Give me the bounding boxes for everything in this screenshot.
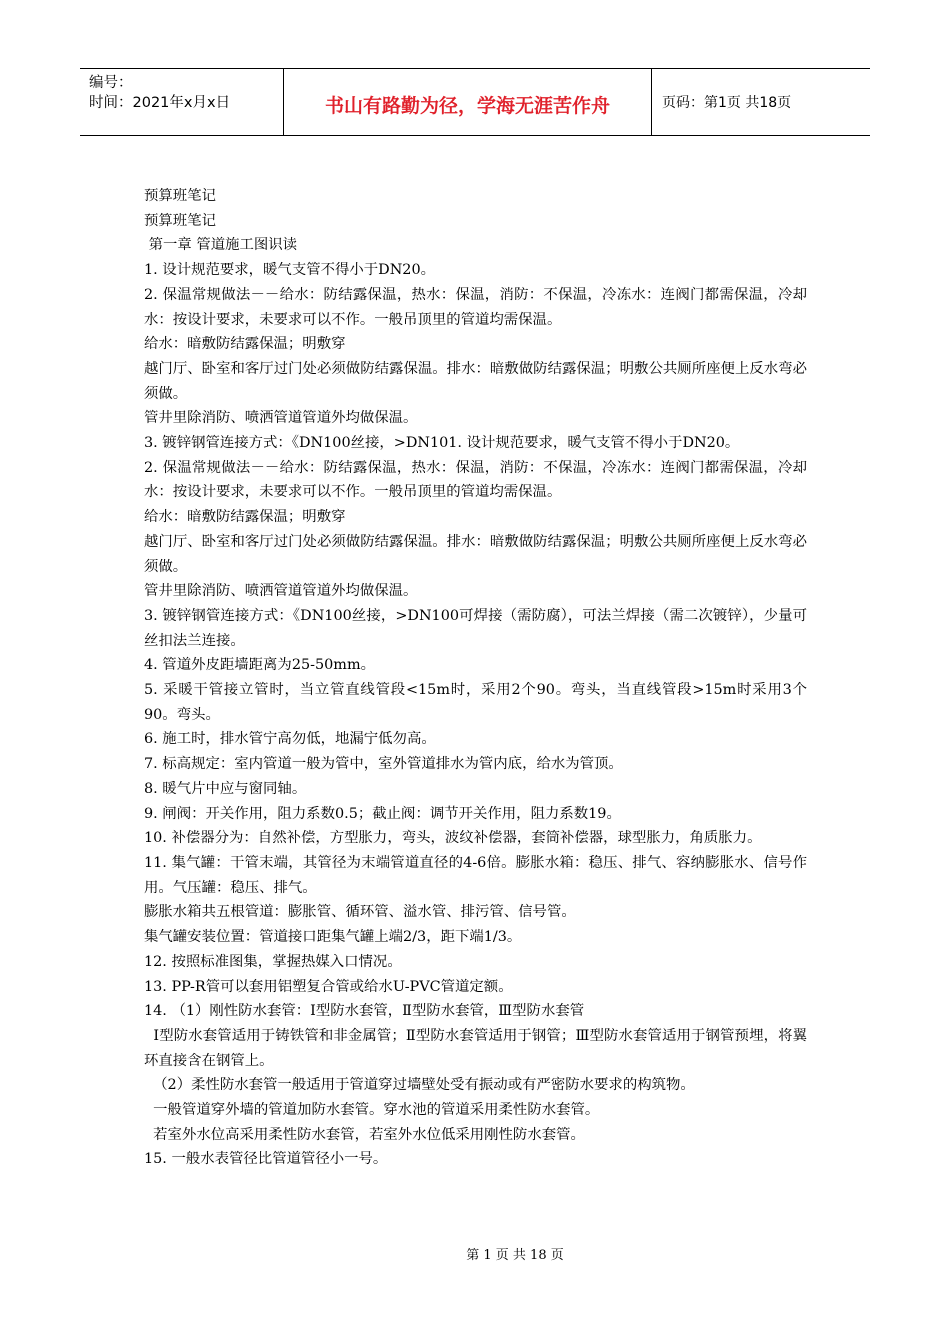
- document-date-label: 时间：2021年x月x日: [89, 95, 231, 111]
- body-paragraph: 9. 闸阀：开关作用，阻力系数0.5；截止阀：调节开关作用，阻力系数19。: [144, 805, 621, 822]
- body-paragraph: 5. 采暖干管接立管时，当立管直线管段<15m时，采用2个90。弯头，当直线管段>15m时采用3个90。弯头。: [144, 682, 807, 723]
- body-paragraph: 14. （1）刚性防水套管：Ⅰ型防水套管，Ⅱ型防水套管，Ⅲ型防水套管: [144, 1003, 585, 1020]
- body-paragraph: 管井里除消防、喷洒管道管道外均做保温。: [144, 583, 418, 600]
- header-info-cell: [80, 69, 284, 135]
- body-paragraph: 若室外水位高采用柔性防水套管，若室外水位低采用刚性防水套管。: [144, 1126, 585, 1143]
- body-paragraph: 11. 集气罐：干管末端，其管径为末端管道直径的4-6倍。膨胀水箱：稳压、排气、容纳膨胀水、信号作用。气压罐：稳压、排气。: [144, 854, 807, 896]
- body-paragraph: 3. 镀锌钢管连接方式：《DN100丝接，>DN100可焊接（需防腐），可法兰焊接（需二次镀锌），少量可丝扣法兰连接。: [144, 607, 807, 649]
- body-paragraph: 2. 保温常规做法－－给水：防结露保温，热水：保温，消防：不保温，冷冻水：连阀门都需保温，冷却水：按设计要求，未要求可以不作。一般吊顶里的管道均需保温。: [144, 459, 807, 501]
- body-paragraph: 10. 补偿器分为：自然补偿，方型胀力，弯头，波纹补偿器，套筒补偿器，球型胀力，角质胀力。: [144, 830, 762, 847]
- body-paragraph: 第一章 管道施工图识读: [144, 237, 298, 254]
- body-paragraph: 一般管道穿外墙的管道加防水套管。穿水池的管道采用柔性防水套管。: [144, 1102, 600, 1119]
- body-paragraph: 给水：暗敷防结露保温；明敷穿: [144, 509, 346, 526]
- body-paragraph: 集气罐安装位置：管道接口距集气罐上端2/3，距下端1/3。: [144, 929, 522, 946]
- page-header: [80, 68, 870, 136]
- body-paragraph: 12. 按照标准图集，掌握热媒入口情况。: [144, 953, 402, 970]
- header-motto: 书山有路勤为径，学海无涯苦作舟: [324, 94, 610, 117]
- header-motto-cell: [284, 69, 652, 135]
- header-page-label: 页码：第1页 共18页: [662, 95, 792, 111]
- body-paragraph: 6. 施工时，排水管宁高勿低，地漏宁低勿高。: [144, 731, 436, 748]
- footer-page-number: 第 1 页 共 18 页: [466, 1248, 564, 1263]
- page-footer: [0, 1244, 950, 1263]
- document-body: [144, 184, 807, 1172]
- body-paragraph: 越门厅、卧室和客厅过门处必须做防结露保温。排水：暗敷做防结露保温；明敷公共厕所座便上反水弯必须做。: [144, 360, 807, 402]
- body-paragraph: 1. 设计规范要求，暖气支管不得小于DN20。: [144, 262, 435, 279]
- body-paragraph: 给水：暗敷防结露保温；明敷穿: [144, 336, 346, 353]
- body-paragraph: 15. 一般水表管径比管道管径小一号。: [144, 1151, 388, 1168]
- body-paragraph: 3. 镀锌钢管连接方式：《DN100丝接，>DN101. 设计规范要求，暖气支管不得小于DN20。: [144, 435, 740, 452]
- body-paragraph: （2）柔性防水套管一般适用于管道穿过墙壁处受有振动或有严密防水要求的构筑物。: [144, 1077, 695, 1094]
- body-paragraph: 8. 暖气片中应与窗同轴。: [144, 780, 307, 797]
- body-paragraph: 预算班笔记: [144, 188, 216, 204]
- body-paragraph: 越门厅、卧室和客厅过门处必须做防结露保温。排水：暗敷做防结露保温；明敷公共厕所座便上反水弯必须做。: [144, 533, 807, 575]
- body-paragraph: 13. PP-R管可以套用铝塑复合管或给水U-PVC管道定额。: [144, 978, 513, 995]
- body-paragraph: 预算班笔记: [144, 212, 216, 229]
- body-paragraph: 膨胀水箱共五根管道：膨胀管、循环管、溢水管、排污管、信号管。: [144, 904, 576, 921]
- body-paragraph: 7. 标高规定：室内管道一般为管中，室外管道排水为管内底，给水为管顶。: [144, 756, 623, 773]
- body-paragraph: Ⅰ型防水套管适用于铸铁管和非金属管；Ⅱ型防水套管适用于钢管；Ⅲ型防水套管适用于钢管预埋，将翼环直接含在钢管上。: [144, 1027, 807, 1069]
- body-paragraph: 管井里除消防、喷洒管道管道外均做保温。: [144, 410, 418, 427]
- header-page-cell: [652, 69, 870, 135]
- body-paragraph: 2. 保温常规做法－－给水：防结露保温，热水：保温，消防：不保温，冷冻水：连阀门都需保温，冷却水：按设计要求，未要求可以不作。一般吊顶里的管道均需保温。: [144, 286, 807, 328]
- body-paragraph: 4. 管道外皮距墙距离为25-50mm。: [144, 657, 375, 674]
- document-number-label: 编号：: [89, 75, 133, 91]
